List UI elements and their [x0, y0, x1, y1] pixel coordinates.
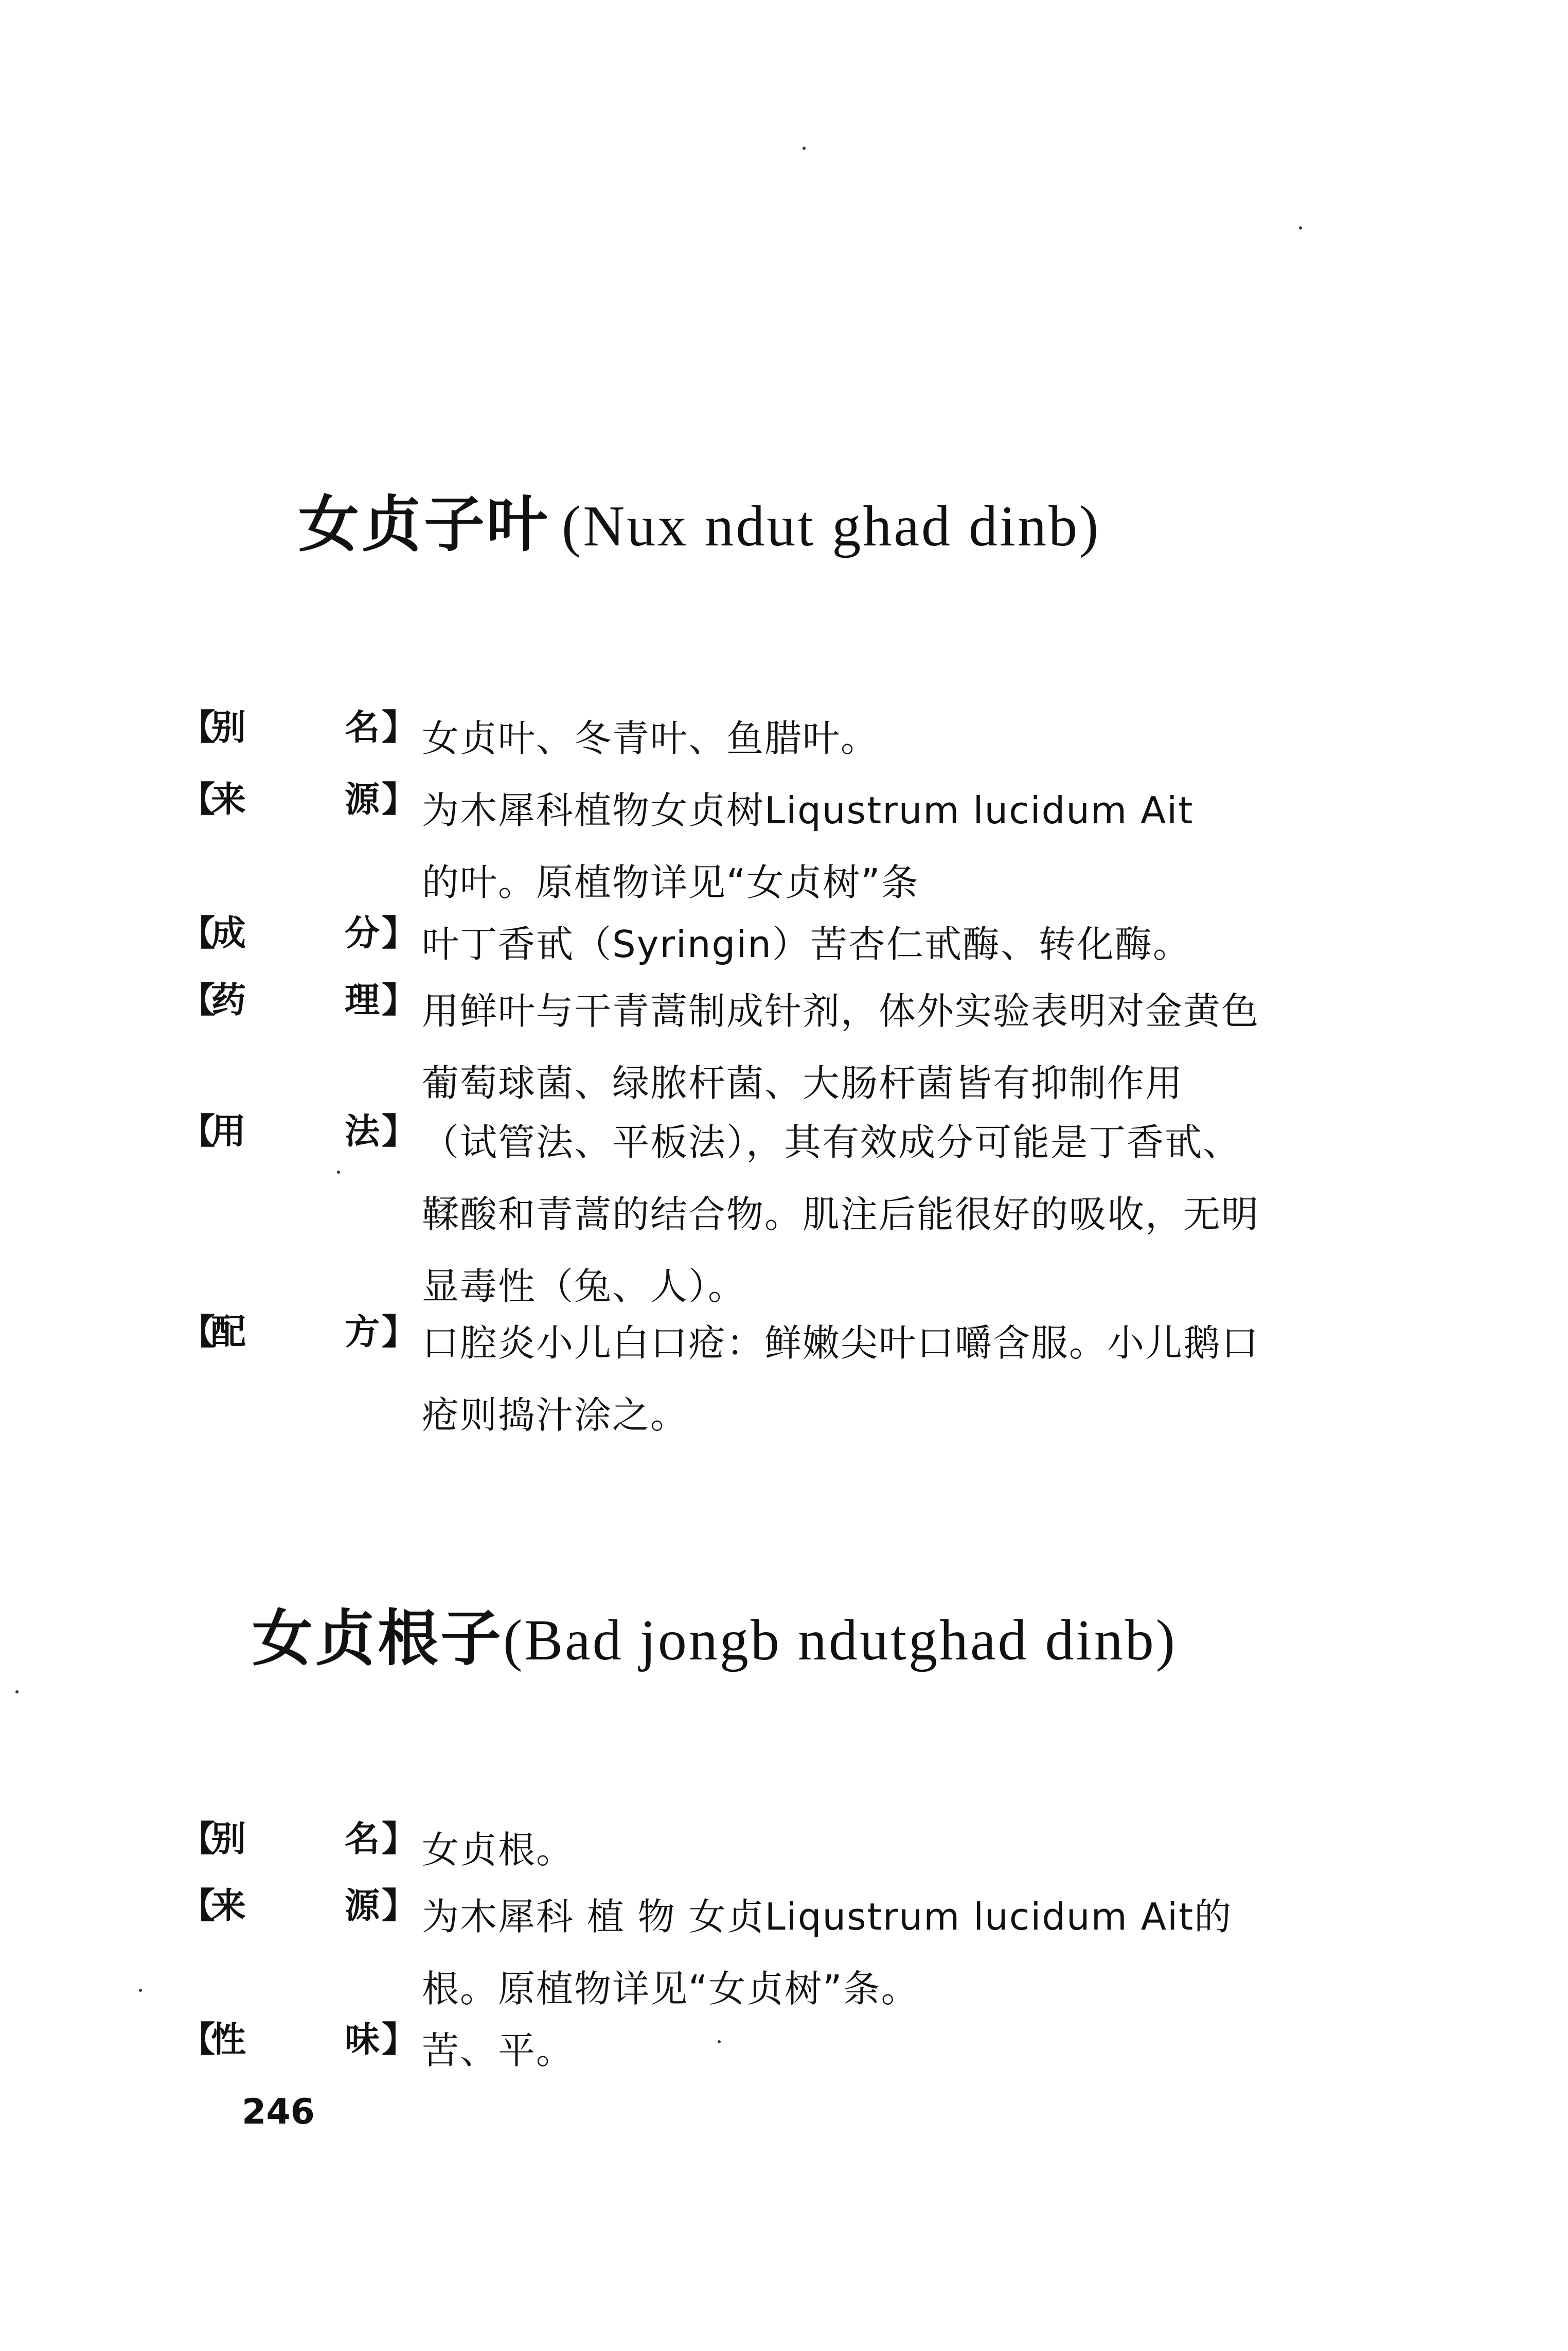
field-line: 葡萄球菌、绿脓杆菌、大肠杆菌皆有抑制作用: [422, 1062, 1184, 1105]
label-bracket-open: 【: [180, 780, 216, 820]
scan-speck: [718, 2040, 721, 2043]
field-label: [180, 1307, 417, 1358]
label-char-2: 法: [345, 1111, 380, 1152]
label-bracket-close: 】: [382, 1886, 417, 1926]
label-char-1: 配: [211, 1312, 246, 1353]
label-bracket-close: 】: [382, 1312, 417, 1353]
label-bracket-open: 【: [180, 1819, 216, 1860]
page-number: 246: [242, 2092, 315, 2132]
label-char-2: 理: [345, 980, 380, 1021]
field-text: [422, 975, 1568, 1119]
field-line: 为木犀科 植 物 女贞Liqustrum lucidum Ait的: [422, 1895, 1233, 1938]
scan-speck: [803, 147, 806, 150]
label-char-2: 分: [345, 913, 380, 954]
field-line: 女贞根。: [422, 1828, 575, 1871]
label-bracket-close: 】: [382, 708, 417, 748]
field-line: （试管法、平板法），其有效成分可能是丁香甙、: [422, 1121, 1241, 1164]
field-line: 口腔炎小儿白口疮：鲜嫩尖叶口嚼含服。小儿鹅口: [422, 1321, 1260, 1365]
label-bracket-open: 【: [180, 708, 216, 748]
scan-speck: [337, 1171, 340, 1174]
label-bracket-open: 【: [180, 1111, 216, 1152]
entry-title-chinese: 女贞根子: [252, 1603, 504, 1674]
label-char-1: 性: [211, 2020, 246, 2060]
entry-title-latin: (Nux ndut ghad dinb): [562, 494, 1101, 558]
field-line: 用鲜叶与干青蒿制成针剂，体外实验表明对金黄色: [422, 989, 1260, 1033]
label-bracket-open: 【: [180, 2020, 216, 2060]
label-char-2: 味: [345, 2020, 380, 2060]
label-char-2: 名: [345, 1819, 380, 1860]
scan-speck: [15, 1690, 19, 1693]
scan-speck: [1299, 226, 1302, 229]
field-line: 女贞叶、冬青叶、鱼腊叶。: [422, 717, 879, 760]
label-bracket-close: 】: [382, 1819, 417, 1860]
field-text: [422, 1106, 1568, 1322]
field-label: [180, 774, 417, 826]
label-char-1: 别: [211, 1819, 246, 1860]
label-bracket-close: 】: [382, 913, 417, 954]
label-bracket-close: 】: [382, 2020, 417, 2060]
label-char-1: 别: [211, 708, 246, 748]
field-text: [422, 908, 1568, 980]
field-text: [422, 774, 1568, 918]
label-char-1: 来: [211, 780, 246, 820]
label-bracket-open: 【: [180, 913, 216, 954]
field-text: [422, 1307, 1568, 1451]
entry-title-chinese: 女贞子叶: [298, 489, 550, 560]
label-char-2: 源: [345, 1886, 380, 1926]
field-line: 鞣酸和青蒿的结合物。肌注后能很好的吸收，无明: [422, 1193, 1260, 1236]
scan-speck: [139, 1989, 142, 1992]
field-line: 为木犀科植物女贞树Liqustrum lucidum Ait: [422, 789, 1194, 832]
label-char-1: 来: [211, 1886, 246, 1926]
field-label: [180, 908, 417, 960]
label-char-1: 药: [211, 980, 246, 1021]
field-line: 疮则捣汁涂之。: [422, 1393, 689, 1437]
field-line: 苦、平。: [422, 2029, 575, 2072]
field-text: [422, 2014, 1568, 2087]
label-bracket-close: 】: [382, 1111, 417, 1152]
field-line: 显毒性（兔、人）。: [422, 1265, 746, 1308]
field-text: [422, 1814, 1568, 1886]
label-char-2: 源: [345, 780, 380, 820]
field-text: [422, 702, 1568, 774]
label-bracket-close: 】: [382, 980, 417, 1021]
label-bracket-open: 【: [180, 1312, 216, 1353]
field-label: [180, 1814, 417, 1865]
field-text: [422, 1881, 1568, 2025]
field-label: [180, 975, 417, 1027]
label-char-2: 方: [345, 1312, 380, 1353]
field-line: 叶丁香甙（Syringin）苦杏仁甙酶、转化酶。: [422, 923, 1191, 966]
entry-title-2: [252, 1603, 1178, 1674]
label-char-1: 成: [211, 913, 246, 954]
field-label: [180, 2014, 417, 2066]
label-bracket-open: 【: [180, 980, 216, 1021]
label-char-2: 名: [345, 708, 380, 748]
field-label: [180, 1881, 417, 1932]
field-label: [180, 1106, 417, 1158]
entry-title-1: [298, 489, 1101, 560]
label-bracket-close: 】: [382, 780, 417, 820]
entry-title-latin: (Bad jongb ndutghad dinb): [503, 1608, 1178, 1672]
label-bracket-open: 【: [180, 1886, 216, 1926]
field-label: [180, 702, 417, 754]
field-line: 根。原植物详见“女贞树”条。: [422, 1967, 919, 2010]
field-line: 的叶。原植物详见“女贞树”条: [422, 861, 919, 904]
label-char-1: 用: [211, 1111, 246, 1152]
